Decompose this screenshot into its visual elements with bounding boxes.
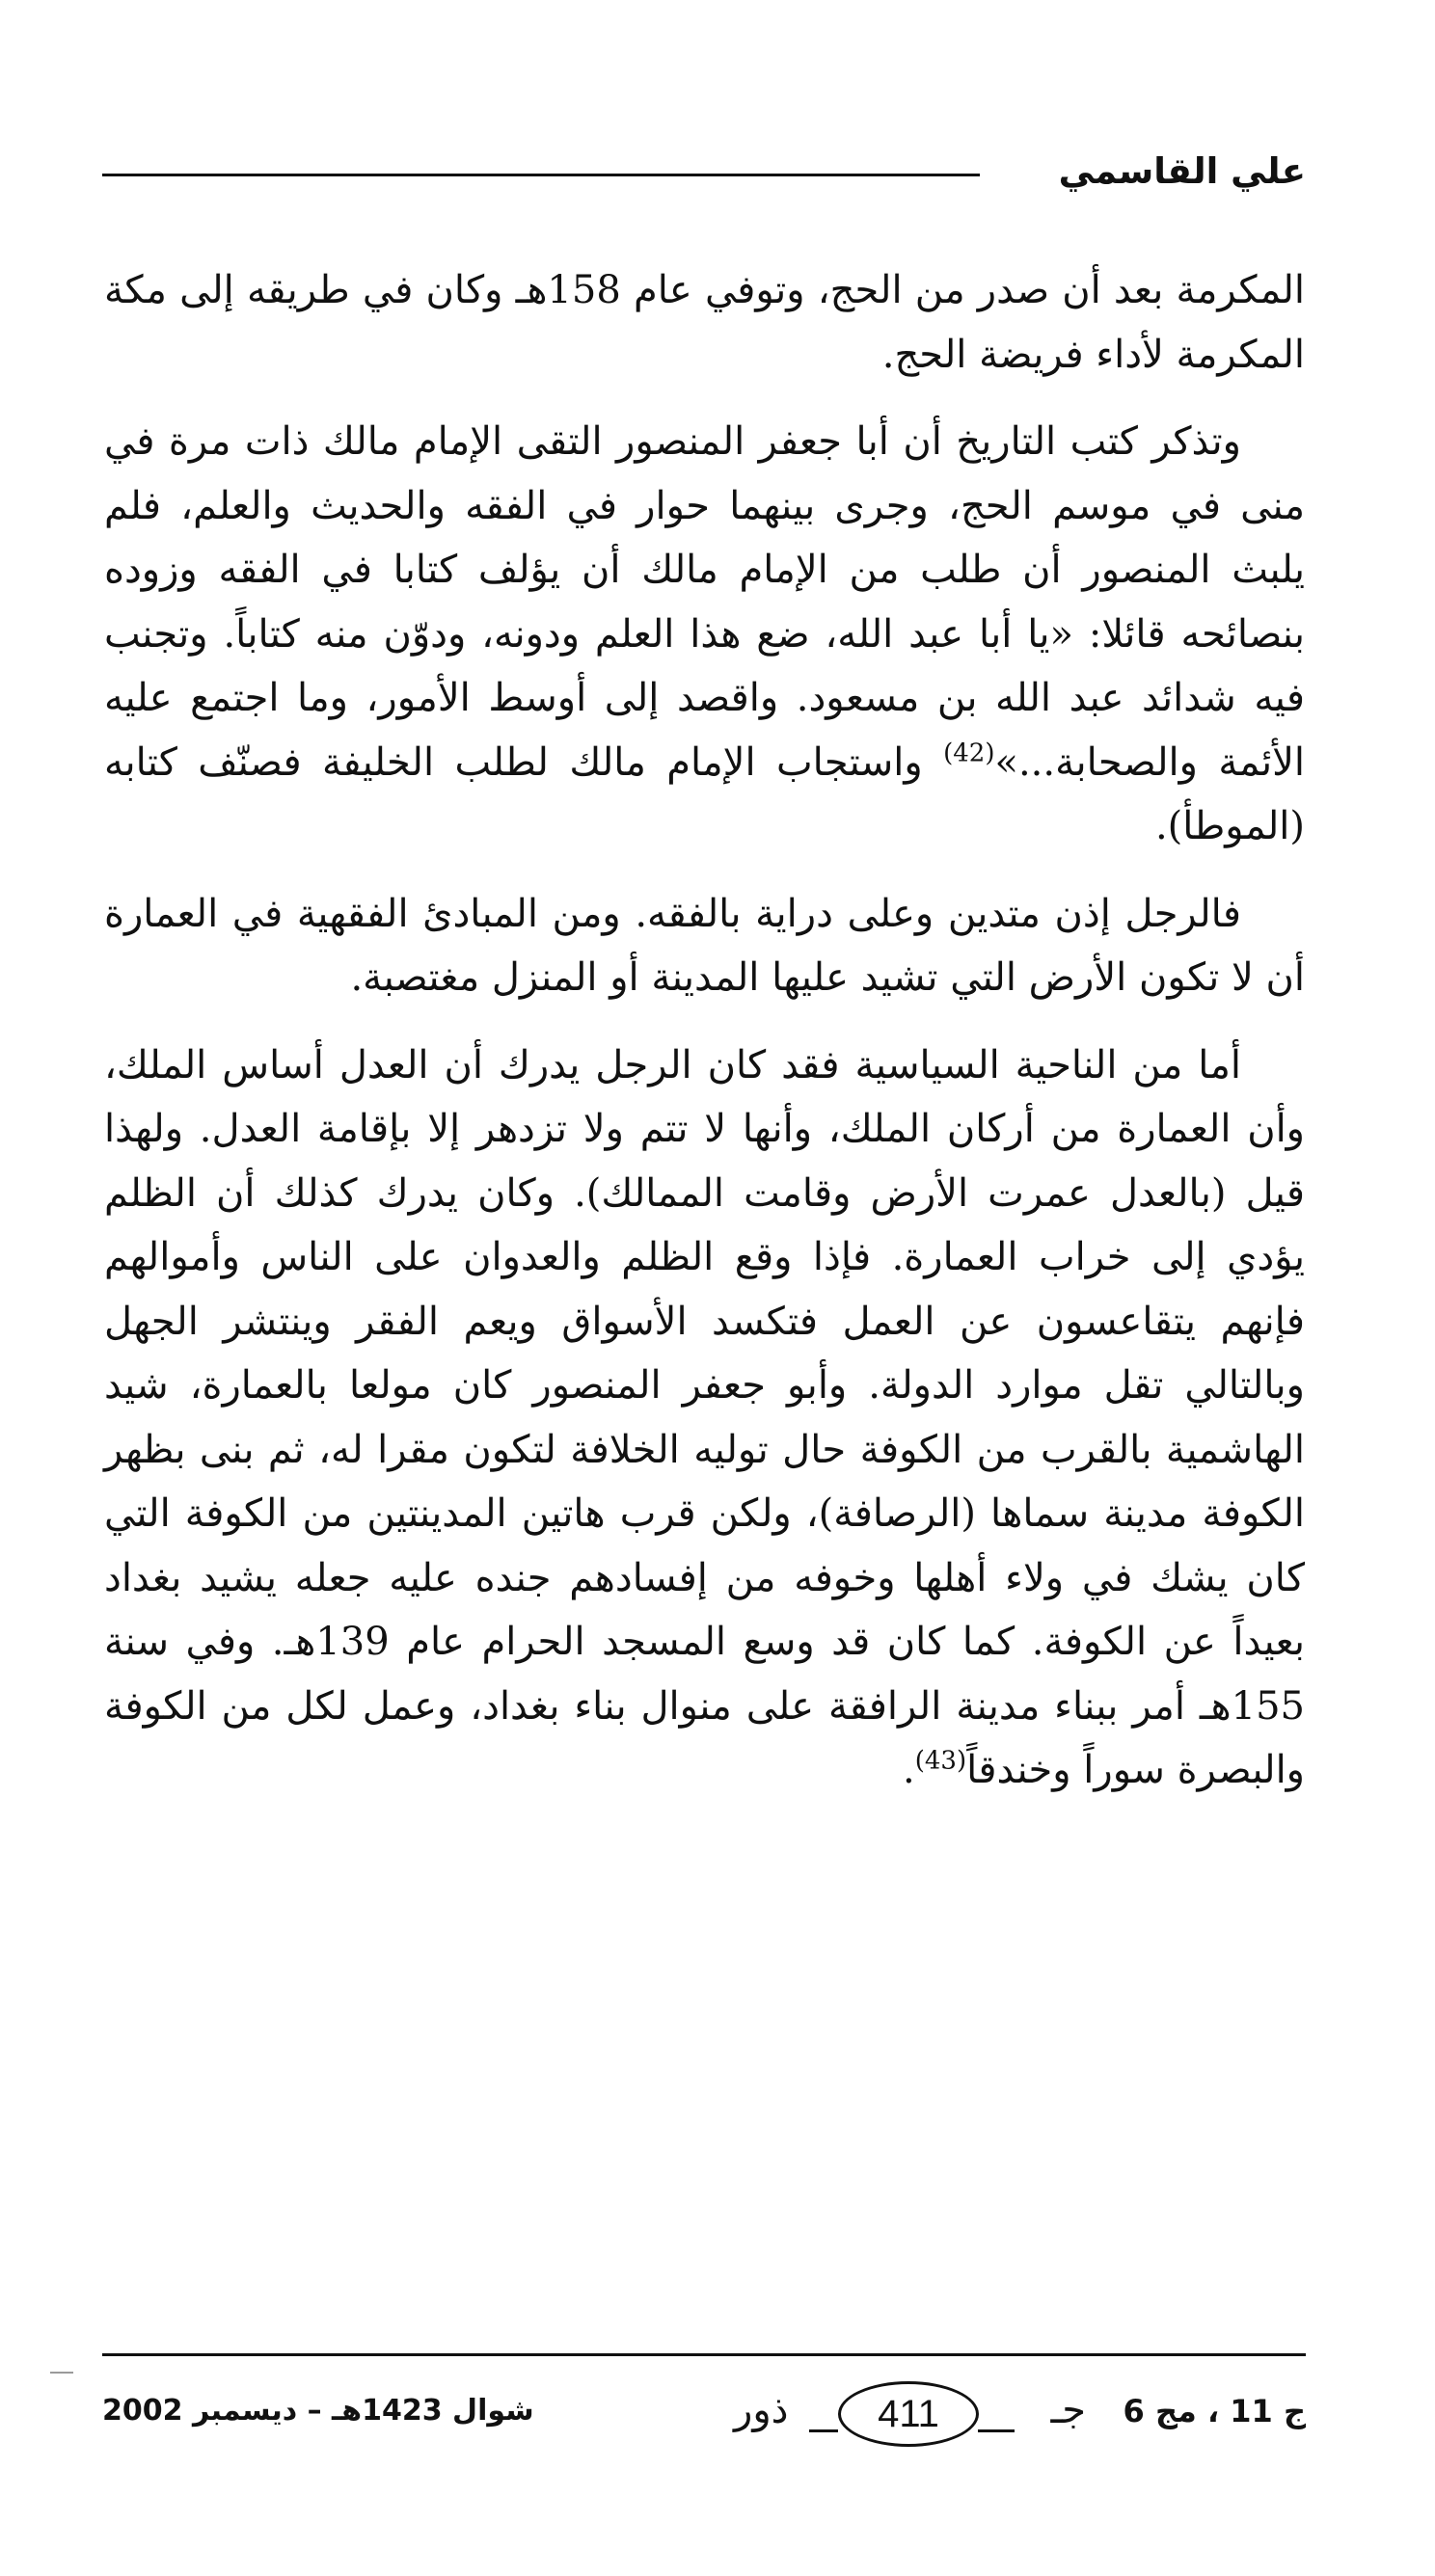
- paragraph-4-text: أما من الناحية السياسية فقد كان الرجل يدرك أن العدل أساس الملك، وأن العمارة من أركان الملك، وأنها لا تتم ولا تزدهر إلا بإقامة العدل. ولهذا قيل (بالعدل عمرت الأرض وقامت الممالك). وكان يدرك كذلك أن الظلم يؤدي إلى خراب العمارة. فإذا وقع الظلم والعدوان على الناس وأموالهم فإنهم يتقاعسون عن العمل فتكسد الأسواق ويعم الفقر وينتشر الجهل وبالتالي تقل موارد الدولة. وأبو جعفر المنصور كان مولعا بالعمارة، شيد الهاشمية بالقرب من الكوفة حال توليه الخلافة لتكون مقرا له، ثم بنى بظهر الكوفة مدينة سماها (الرصافة)، ولكن قرب هاتين المدينتين من الكوفة التي كان يشك في ولاء أهلها وخوفه من إفسادهم جنده عليه جعله يشيد بغداد بعيداً عن الكوفة. كما كان قد وسع المسجد الحرام عام 139هـ. وفي سنة 155هـ أمر ببناء مدينة الرافقة على منوال بناء بغداد، وعمل لكل من الكوفة والبصرة سوراً وخندقاً: [104, 1042, 1305, 1792]
- paragraph-3: فالرجل إذن متدين وعلى دراية بالفقه. ومن المبادئ الفقهية في العمارة أن لا تكون الأرض التي تشيد عليها المدينة أو المنزل مغتصبة.: [104, 891, 1305, 1000]
- footnote-ref-43: (43): [914, 1746, 967, 1776]
- author-name: علي القاسمي: [1058, 150, 1306, 192]
- article-body: [104, 258, 1305, 1826]
- running-header: [102, 145, 1306, 202]
- paragraph-1: المكرمة بعد أن صدر من الحج، وتوفي عام 158هـ وكان في طريقه إلى مكة المكرمة لأداء فريضة الحج.: [104, 268, 1305, 377]
- paragraph-2-tail: واستجاب الإمام مالك لطلب الخليفة فصنّف كتابه (الموطأ).: [104, 739, 1305, 848]
- footer-rule: [102, 2353, 1306, 2356]
- journal-connector-left: [809, 2429, 838, 2432]
- issue-date: شوال 1423هـ – ديسمبر 2002: [102, 2394, 534, 2428]
- journal-name-left: ذور: [734, 2388, 789, 2432]
- journal-name-right: جـ: [1050, 2388, 1086, 2432]
- paragraph-4-end: .: [903, 1748, 915, 1792]
- paragraph-4: [104, 1033, 1305, 1803]
- header-rule: [102, 174, 980, 176]
- paragraph-2: [104, 410, 1305, 859]
- paragraph-2-text: وتذكر كتب التاريخ أن أبا جعفر المنصور التقى الإمام مالك ذات مرة في منى في موسم الحج، وجرى بينهما حوار في الفقه والحديث والعلم، فلم يلبث المنصور أن طلب من الإمام مالك أن يؤلف كتابا في الفقه وزوده بنصائحه قائلا: «يا أبا عبد الله، ضع هذا العلم ودونه، ودوّن منه كتاباً. وتجنب فيه شدائد عبد الله بن مسعود. واقصد إلى أوسط الأمور، وما اجتمع عليه الأئمة والصحابة...»: [104, 419, 1305, 785]
- scan-margin-mark: [50, 2372, 73, 2374]
- page-footer: [102, 2374, 1306, 2460]
- journal-logo: [734, 2374, 1086, 2451]
- journal-connector-right: [978, 2429, 1015, 2432]
- issue-number: ج 11 ، مج 6: [1123, 2393, 1306, 2429]
- page-number: 411: [838, 2381, 979, 2447]
- footnote-ref-42: (42): [943, 738, 995, 768]
